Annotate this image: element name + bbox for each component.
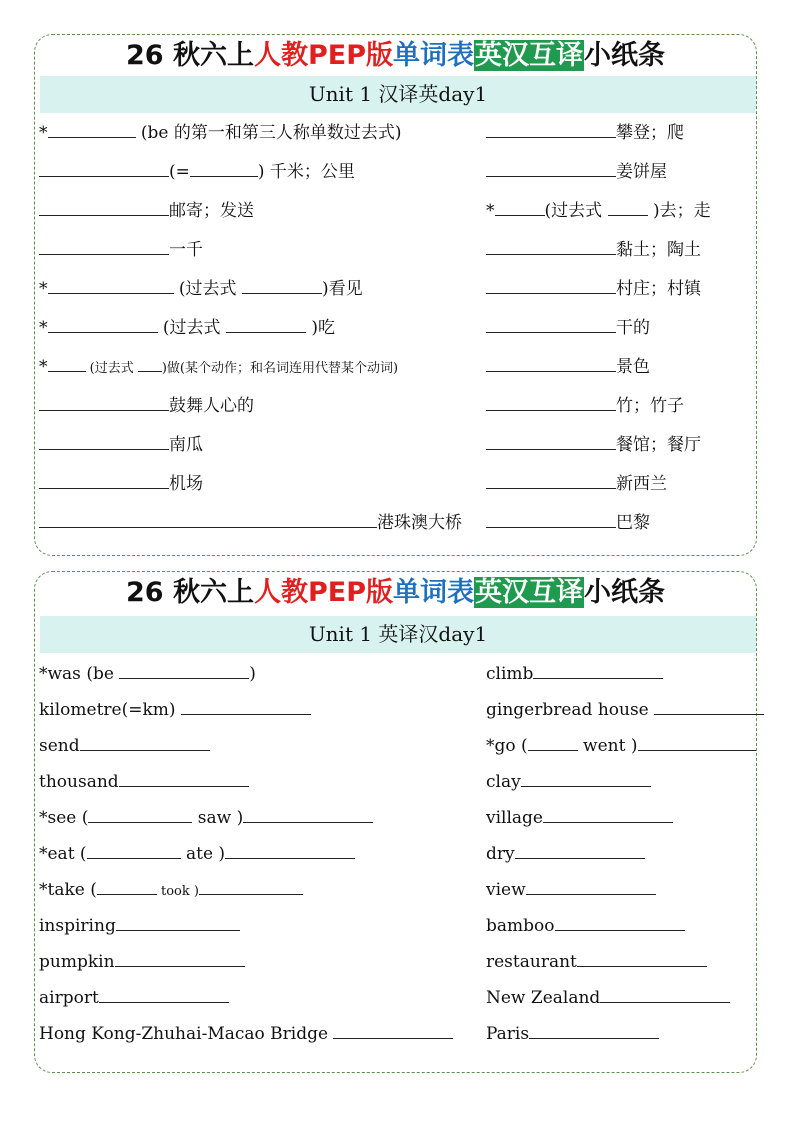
answer-blank[interactable] — [199, 874, 303, 895]
answer-blank[interactable] — [608, 195, 648, 216]
answer-blank[interactable] — [486, 390, 616, 411]
answer-blank[interactable] — [654, 694, 764, 715]
exercise-right: 攀登；爬 — [486, 117, 684, 147]
exercise-left: 邮寄；发送 — [39, 195, 254, 225]
answer-blank[interactable] — [190, 156, 258, 177]
exercise-row — [35, 273, 756, 311]
answer-blank[interactable] — [181, 694, 311, 715]
answer-blank[interactable] — [39, 429, 169, 450]
exercise-right: village — [486, 802, 673, 832]
answer-blank[interactable] — [88, 802, 192, 823]
exercise-right: * (过去式 )去；走 — [486, 195, 711, 225]
answer-blank[interactable] — [87, 838, 181, 859]
exercise-left: * (be 的第一和第三人称单数过去式) — [39, 117, 402, 147]
exercise-left: * (过去式 )吃 — [39, 312, 335, 342]
exercise-right: bamboo — [486, 910, 685, 940]
exercise-right: 村庄；村镇 — [486, 273, 701, 303]
answer-blank[interactable] — [486, 273, 616, 294]
answer-blank[interactable] — [528, 730, 578, 751]
answer-blank[interactable] — [48, 351, 86, 372]
answer-blank[interactable] — [48, 273, 174, 294]
answer-blank[interactable] — [97, 874, 157, 895]
exercise-row — [35, 390, 756, 428]
exercise-right: 餐馆；餐厅 — [486, 429, 701, 459]
title-part-slip: 小纸条 — [584, 40, 665, 71]
exercise-left: inspiring — [39, 910, 240, 940]
exercise-left: (= ) 千米；公里 — [39, 156, 355, 186]
title-part-grade: 26 秋六上 — [125, 577, 254, 608]
exercise-right: view — [486, 874, 656, 904]
exercise-right: 干的 — [486, 312, 650, 342]
title-part-edition: 人教PEP版 — [253, 577, 393, 608]
answer-blank[interactable] — [225, 838, 355, 859]
exercise-right: *go ( went ) — [486, 730, 756, 760]
answer-blank[interactable] — [39, 234, 169, 255]
title-part-wordlist: 单词表 — [393, 577, 474, 608]
answer-blank[interactable] — [486, 507, 616, 528]
answer-blank[interactable] — [529, 1018, 659, 1039]
worksheet-card-en-to-cn — [34, 571, 757, 1073]
exercise-row — [35, 1018, 756, 1056]
answer-blank[interactable] — [486, 156, 616, 177]
answer-blank[interactable] — [39, 507, 377, 528]
card-title — [35, 574, 756, 612]
answer-blank[interactable] — [638, 730, 756, 751]
exercise-row — [35, 982, 756, 1020]
answer-blank[interactable] — [39, 468, 169, 489]
title-part-grade: 26 秋六上 — [125, 40, 254, 71]
exercise-row — [35, 156, 756, 194]
worksheet-card-cn-to-en — [34, 34, 757, 556]
exercise-row — [35, 117, 756, 155]
title-part-wordlist: 单词表 — [393, 40, 474, 71]
answer-blank[interactable] — [116, 910, 240, 931]
exercise-row — [35, 312, 756, 350]
exercise-row — [35, 195, 756, 233]
exercise-row — [35, 468, 756, 506]
answer-blank[interactable] — [119, 658, 249, 679]
exercise-right: 新西兰 — [486, 468, 667, 498]
exercise-left: * (过去式 )做(某个动作；和名词连用代替某个动词) — [39, 351, 398, 381]
answer-blank[interactable] — [600, 982, 730, 1003]
exercise-row — [35, 766, 756, 804]
answer-blank[interactable] — [242, 273, 322, 294]
answer-blank[interactable] — [521, 766, 651, 787]
title-part-slip: 小纸条 — [584, 577, 665, 608]
exercise-right: 景色 — [486, 351, 650, 381]
unit-heading: Unit 1 英译汉day1 — [40, 616, 756, 653]
answer-blank[interactable] — [226, 312, 306, 333]
exercise-left: 南瓜 — [39, 429, 203, 459]
exercise-row — [35, 429, 756, 467]
title-part-translate: 英汉互译 — [475, 577, 583, 608]
answer-blank[interactable] — [486, 429, 616, 450]
exercise-row — [35, 694, 756, 732]
answer-blank[interactable] — [577, 946, 707, 967]
exercise-row — [35, 910, 756, 948]
exercise-right: restaurant — [486, 946, 707, 976]
answer-blank[interactable] — [333, 1018, 453, 1039]
unit-heading: Unit 1 汉译英day1 — [40, 76, 756, 113]
answer-blank[interactable] — [115, 946, 245, 967]
answer-blank[interactable] — [486, 117, 616, 138]
exercise-right: climb — [486, 658, 663, 688]
answer-blank[interactable] — [48, 312, 158, 333]
answer-blank[interactable] — [48, 117, 136, 138]
exercise-row — [35, 946, 756, 984]
exercise-left: *was (be ) — [39, 658, 256, 688]
exercise-right: dry — [486, 838, 645, 868]
title-part-edition: 人教PEP版 — [253, 40, 393, 71]
exercise-left: pumpkin — [39, 946, 245, 976]
answer-blank[interactable] — [486, 312, 616, 333]
exercise-left: 港珠澳大桥 — [39, 507, 462, 537]
card-title — [35, 37, 756, 75]
exercise-row — [35, 802, 756, 840]
answer-blank[interactable] — [80, 730, 210, 751]
answer-blank[interactable] — [119, 766, 249, 787]
exercise-row — [35, 838, 756, 876]
exercise-right: 黏土；陶土 — [486, 234, 701, 264]
exercise-right: gingerbread house — [486, 694, 764, 724]
answer-blank[interactable] — [39, 156, 169, 177]
answer-blank[interactable] — [533, 658, 663, 679]
exercise-row — [35, 507, 756, 545]
answer-blank[interactable] — [39, 390, 169, 411]
exercise-right: clay — [486, 766, 651, 796]
exercise-left: * (过去式 )看见 — [39, 273, 363, 303]
answer-blank[interactable] — [486, 234, 616, 255]
answer-blank[interactable] — [138, 351, 162, 372]
exercise-right: New Zealand — [486, 982, 730, 1012]
exercise-left: kilometre(=km) — [39, 694, 311, 724]
exercise-left: thousand — [39, 766, 249, 796]
exercise-right: Paris — [486, 1018, 659, 1048]
exercise-left: Hong Kong-Zhuhai-Macao Bridge — [39, 1018, 453, 1048]
exercise-left: 鼓舞人心的 — [39, 390, 254, 420]
exercise-left: *see ( saw ) — [39, 802, 373, 832]
answer-blank[interactable] — [543, 802, 673, 823]
title-part-translate: 英汉互译 — [475, 40, 583, 71]
answer-blank[interactable] — [243, 802, 373, 823]
exercise-left: 机场 — [39, 468, 203, 498]
answer-blank[interactable] — [555, 910, 685, 931]
exercise-left: *take ( took ) — [39, 874, 303, 904]
answer-blank[interactable] — [495, 195, 545, 216]
exercise-left: 一千 — [39, 234, 203, 264]
answer-blank[interactable] — [486, 351, 616, 372]
exercise-row — [35, 658, 756, 696]
exercise-row — [35, 730, 756, 768]
answer-blank[interactable] — [515, 838, 645, 859]
answer-blank[interactable] — [526, 874, 656, 895]
answer-blank[interactable] — [99, 982, 229, 1003]
exercise-row — [35, 351, 756, 389]
answer-blank[interactable] — [39, 195, 169, 216]
exercise-right: 姜饼屋 — [486, 156, 667, 186]
exercise-row — [35, 234, 756, 272]
exercise-row — [35, 874, 756, 912]
exercise-left: airport — [39, 982, 229, 1012]
exercise-right: 巴黎 — [486, 507, 650, 537]
answer-blank[interactable] — [486, 468, 616, 489]
exercise-left: send — [39, 730, 210, 760]
exercise-right: 竹；竹子 — [486, 390, 684, 420]
exercise-left: *eat ( ate ) — [39, 838, 355, 868]
